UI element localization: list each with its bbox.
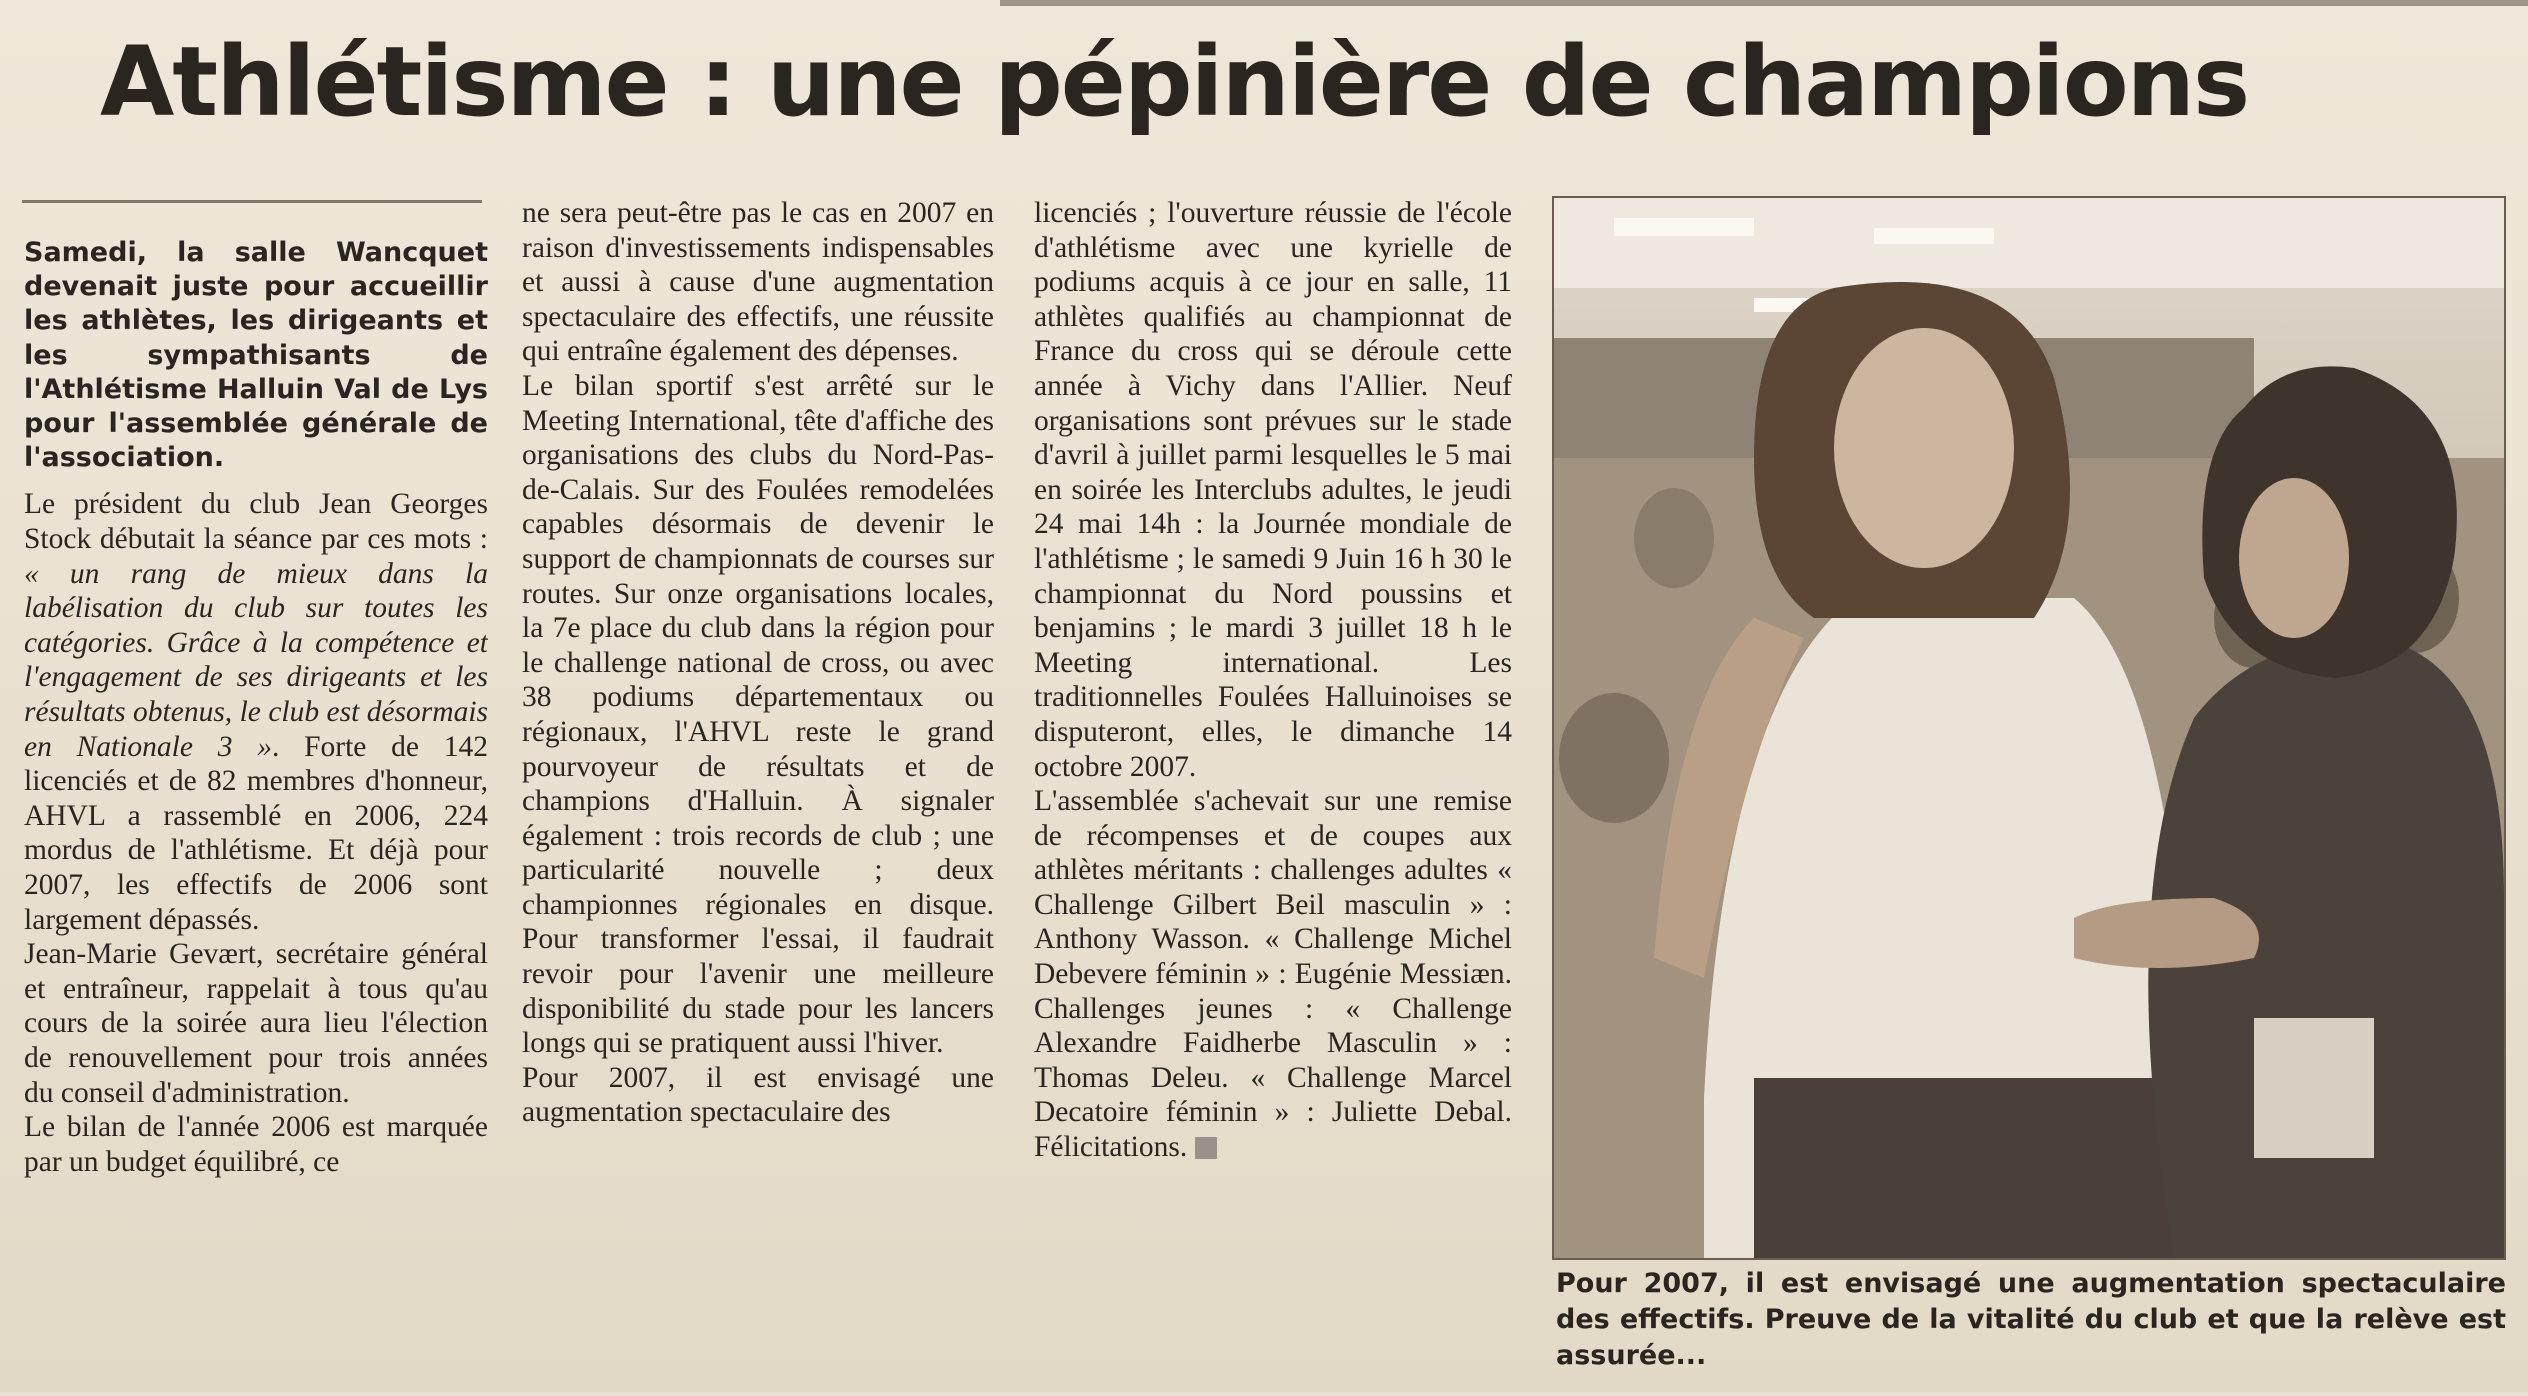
audience-head	[1559, 693, 1669, 823]
ceiling-light	[1614, 218, 1754, 236]
article-lead: Samedi, la salle Wancquet devenait juste pour accueillir les athlètes, les dirigeants et les sympathisants de l'Athlétisme Halluin Val de Lys pour l'assemblée générale de l'association.	[24, 237, 488, 474]
article-photo	[1552, 196, 2506, 1260]
paragraph-text: . Forte de 142 licenciés et de 82 membres d'honneur, AHVL a rassemblé en 2006, 224 mordus de l'athlétisme. Et déjà pour 2007, les effectifs de 2006 sont largement dépassés.	[24, 730, 488, 936]
article-headline: Athlétisme : une pépinière de champions	[100, 26, 2249, 138]
article-paragraph-sport-report: Le bilan sportif s'est arrêté sur le Meeting International, tête d'affiche des organisations des clubs du Nord-Pas-de-Calais. Sur des Foulées remodelées capables désormais de devenir le support de championnats de courses sur routes. Sur onze organisations locales, la 7e place du club dans la région pour le challenge national de cross, ou avec 38 podiums départementaux ou régionaux, l'AHVL reste le grand pourvoyeur de résultats et de champions d'Halluin. À signaler également : trois records de club ; une particularité nouvelle ; deux championnes régionales en disque. Pour transformer l'essai, il faudrait revoir pour l'avenir une meilleure disponibilité du stade pour les lancers longs qui se pratiquent aussi l'hiver.	[522, 369, 994, 1060]
presenter-hands	[2074, 898, 2259, 968]
awards-text: L'assemblée s'achevait sur une remise de récompenses et de coupes aux athlètes méritants : challenges adultes « Challenge Gilbert Beil masculin » : Anthony Wasson. « Challenge Michel Debevere féminin » : Eugénie Messiæn. Challenges jeunes : « Challenge Alexandre Faidherbe Masculin » : Thomas Deleu. « Challenge Marcel Decatoire féminin » : Juliette Debal. Félicitations.	[1034, 785, 1512, 1164]
column-rule	[22, 200, 482, 203]
ceiling	[1554, 198, 2504, 288]
article-column-1	[24, 236, 488, 1396]
article-paragraph-budget-continued: ne sera peut-être pas le cas en 2007 en raison d'investissements indispensables et aussi à cause d'une augmentation spectaculaire des effectifs, une réussite qui entraîne également des dépenses.	[522, 197, 994, 368]
president-quote: « un rang de mieux dans la labélisation du club sur toutes les catégories. Grâce à la compétence et l'engagement de ses dirigeants et les résultats obtenus, le club est désormais en Nationale 3 »	[24, 557, 488, 763]
end-of-article-mark	[1195, 1137, 1217, 1159]
article-paragraph-2007-continued: licenciés ; l'ouverture réussie de l'école d'athlétisme avec une kyrielle de podiums acquis à ce jour en salle, 11 athlètes qualifiés au championnat de France du cross qui se déroule cette année à Vichy dans l'Allier. Neuf organisations sont prévues sur le stade d'avril à juillet parmi lesquelles le 5 mai en soirée les Interclubs adultes, le jeudi 24 mai 14h : la Journée mondiale de l'athlétisme ; le samedi 9 Juin 16 h 30 le championnat du Nord poussins et benjamins ; le mardi 3 juillet 18 h le Meeting international. Les traditionnelles Foulées Halluinoises se disputeront, elles, le dimanche 14 octobre 2007.	[1034, 197, 1512, 783]
ceiling-light	[1874, 228, 1994, 244]
girl-face	[1834, 328, 2014, 568]
article-paragraph-2007-start: Pour 2007, il est envisagé une augmentation spectaculaire des	[522, 1061, 994, 1129]
article-column-2	[522, 196, 994, 1356]
photo-caption: Pour 2007, il est envisagé une augmentation spectaculaire des effectifs. Preuve de la vitalité du club et que la relève est assurée...	[1556, 1268, 2506, 1371]
article-paragraph-president	[24, 487, 488, 937]
article-paragraph-secretary: Jean-Marie Gevært, secrétaire général et entraîneur, rappelait à tous qu'au cours de la soirée aura lieu l'élection de renouvellement pour trois années du conseil d'administration.	[24, 938, 488, 1109]
photo-illustration	[1554, 198, 2504, 1258]
girl-skirt	[1754, 1078, 2194, 1258]
presenter-face	[2239, 478, 2349, 638]
audience-head	[1634, 488, 1714, 588]
award-trophy	[2254, 1018, 2374, 1158]
article-paragraph-awards	[1034, 784, 1512, 1165]
article-column-3	[1034, 196, 1512, 1356]
article-paragraph-budget-start: Le bilan de l'année 2006 est marquée par un budget équilibré, ce	[24, 1111, 488, 1178]
paragraph-text: Le président du club Jean Georges Stock débutait la séance par ces mots :	[24, 488, 488, 556]
top-rule	[1000, 0, 2528, 6]
